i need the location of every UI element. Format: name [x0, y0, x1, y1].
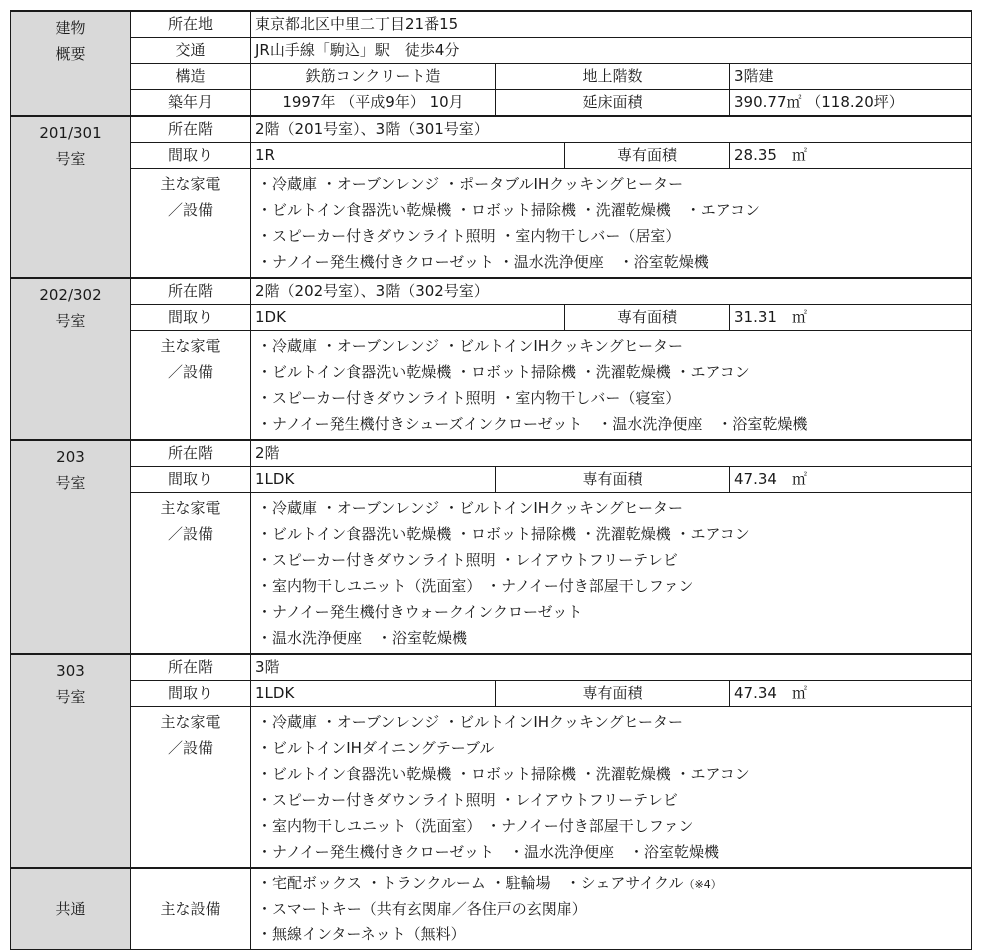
equipment-list	[251, 707, 972, 869]
equipment-item: ・ナノイー発生機付きクローゼット ・温水洗浄便座 ・浴室乾燥機	[257, 843, 720, 861]
equipment-label: 主な家電 ／設備	[131, 169, 251, 279]
unit-202-layout-row	[11, 305, 972, 331]
area-label: 専有面積	[565, 143, 730, 169]
unit-202-equipment-row	[11, 331, 972, 441]
floor-area-label: 延床面積	[496, 90, 730, 117]
unit-203-layout-row	[11, 467, 972, 493]
equipment-item: ・スピーカー付きダウンライト照明 ・レイアウトフリーテレビ	[257, 791, 678, 809]
floors-value: 3階建	[730, 64, 972, 90]
floor-label: 所在階	[131, 116, 251, 143]
floor-value: 3階	[251, 654, 972, 681]
address-label: 所在地	[131, 11, 251, 38]
floor-label: 所在階	[131, 278, 251, 305]
building-address-row	[11, 11, 972, 38]
equipment-item: ・冷蔵庫 ・オーブンレンジ ・ビルトインIHクッキングヒーター	[257, 713, 683, 731]
equipment-item: ・ナノイー発生機付きクローゼット ・温水洗浄便座 ・浴室乾燥機	[257, 253, 709, 271]
equipment-label: 主な家電 ／設備	[131, 707, 251, 869]
layout-value: 1LDK	[251, 681, 496, 707]
equipment-label: 主な家電 ／設備	[131, 493, 251, 655]
unit-303-header: 303 号室	[11, 654, 131, 868]
layout-value: 1LDK	[251, 467, 496, 493]
access-value: JR山手線「駒込」駅 徒歩4分	[251, 38, 972, 64]
unit-201-equipment-row	[11, 169, 972, 279]
common-section-header: 共通	[11, 868, 131, 950]
equipment-item: ・スピーカー付きダウンライト照明 ・室内物干しバー（居室）	[257, 227, 681, 245]
floor-value: 2階（202号室）、3階（302号室）	[251, 278, 972, 305]
unit-303-floor-row	[11, 654, 972, 681]
equipment-item: ・スピーカー付きダウンライト照明 ・室内物干しバー（寝室）	[257, 389, 681, 407]
building-built-row	[11, 90, 972, 117]
equipment-item: ・室内物干しユニット（洗面室） ・ナノイー付き部屋干しファン	[257, 817, 694, 835]
floors-label: 地上階数	[496, 64, 730, 90]
equipment-label: 主な家電 ／設備	[131, 331, 251, 441]
area-value: 31.31 ㎡	[730, 305, 972, 331]
layout-label: 間取り	[131, 467, 251, 493]
facilities-list	[251, 868, 972, 950]
building-access-row	[11, 38, 972, 64]
unit-203-header: 203 号室	[11, 440, 131, 654]
layout-label: 間取り	[131, 681, 251, 707]
property-spec-table	[10, 10, 972, 950]
facility-item: ・スマートキー（共有玄関扉／各住戸の玄関扉）	[257, 900, 587, 918]
structure-value: 鉄筋コンクリート造	[251, 64, 496, 90]
building-structure-row	[11, 64, 972, 90]
equipment-item: ・室内物干しユニット（洗面室） ・ナノイー付き部屋干しファン	[257, 577, 694, 595]
building-section-header: 建物 概要	[11, 11, 131, 116]
equipment-item: ・冷蔵庫 ・オーブンレンジ ・ポータブルIHクッキングヒーター	[257, 175, 684, 193]
floor-area-value: 390.77㎡ （118.20坪）	[730, 90, 972, 117]
equipment-item: ・冷蔵庫 ・オーブンレンジ ・ビルトインIHクッキングヒーター	[257, 337, 683, 355]
floor-label: 所在階	[131, 440, 251, 467]
layout-value: 1R	[251, 143, 565, 169]
common-row	[11, 868, 972, 950]
area-value: 28.35 ㎡	[730, 143, 972, 169]
built-label: 築年月	[131, 90, 251, 117]
area-value: 47.34 ㎡	[730, 467, 972, 493]
facility-item: ・宅配ボックス ・トランクルーム ・駐輪場 ・シェアサイクル（※4）	[257, 874, 722, 892]
structure-label: 構造	[131, 64, 251, 90]
equipment-list	[251, 169, 972, 279]
facilities-label: 主な設備	[131, 868, 251, 950]
unit-201-layout-row	[11, 143, 972, 169]
built-value: 1997年 （平成9年） 10月	[251, 90, 496, 117]
unit-303-equipment-row	[11, 707, 972, 869]
area-label: 専有面積	[496, 467, 730, 493]
equipment-item: ・温水洗浄便座 ・浴室乾燥機	[257, 629, 468, 647]
layout-label: 間取り	[131, 305, 251, 331]
equipment-item: ・冷蔵庫 ・オーブンレンジ ・ビルトインIHクッキングヒーター	[257, 499, 683, 517]
area-value: 47.34 ㎡	[730, 681, 972, 707]
equipment-list	[251, 493, 972, 655]
equipment-item: ・ビルトイン食器洗い乾燥機 ・ロボット掃除機 ・洗濯乾燥機 ・エアコン	[257, 765, 750, 783]
address-value: 東京都北区中里二丁目21番15	[251, 11, 972, 38]
access-label: 交通	[131, 38, 251, 64]
facility-item: ・無線インターネット（無料）	[257, 925, 466, 943]
unit-203-equipment-row	[11, 493, 972, 655]
area-label: 専有面積	[496, 681, 730, 707]
equipment-item: ・ナノイー発生機付きシューズインクローゼット ・温水洗浄便座 ・浴室乾燥機	[257, 415, 808, 433]
unit-202-floor-row	[11, 278, 972, 305]
equipment-item: ・ナノイー発生機付きウォークインクローゼット	[257, 603, 583, 621]
equipment-item: ・ビルトイン食器洗い乾燥機 ・ロボット掃除機 ・洗濯乾燥機 ・エアコン	[257, 363, 750, 381]
equipment-item: ・ビルトイン食器洗い乾燥機 ・ロボット掃除機 ・洗濯乾燥機 ・エアコン	[257, 201, 761, 219]
unit-201-floor-row	[11, 116, 972, 143]
layout-value: 1DK	[251, 305, 565, 331]
floor-value: 2階（201号室）、3階（301号室）	[251, 116, 972, 143]
equipment-item: ・ビルトインIHダイニングテーブル	[257, 739, 495, 757]
unit-203-floor-row	[11, 440, 972, 467]
footnote-mark: （※4）	[683, 878, 722, 891]
layout-label: 間取り	[131, 143, 251, 169]
equipment-item: ・スピーカー付きダウンライト照明 ・レイアウトフリーテレビ	[257, 551, 678, 569]
floor-label: 所在階	[131, 654, 251, 681]
equipment-item: ・ビルトイン食器洗い乾燥機 ・ロボット掃除機 ・洗濯乾燥機 ・エアコン	[257, 525, 750, 543]
equipment-list	[251, 331, 972, 441]
unit-202-header: 202/302 号室	[11, 278, 131, 440]
unit-201-header: 201/301 号室	[11, 116, 131, 278]
floor-value: 2階	[251, 440, 972, 467]
unit-303-layout-row	[11, 681, 972, 707]
area-label: 専有面積	[565, 305, 730, 331]
